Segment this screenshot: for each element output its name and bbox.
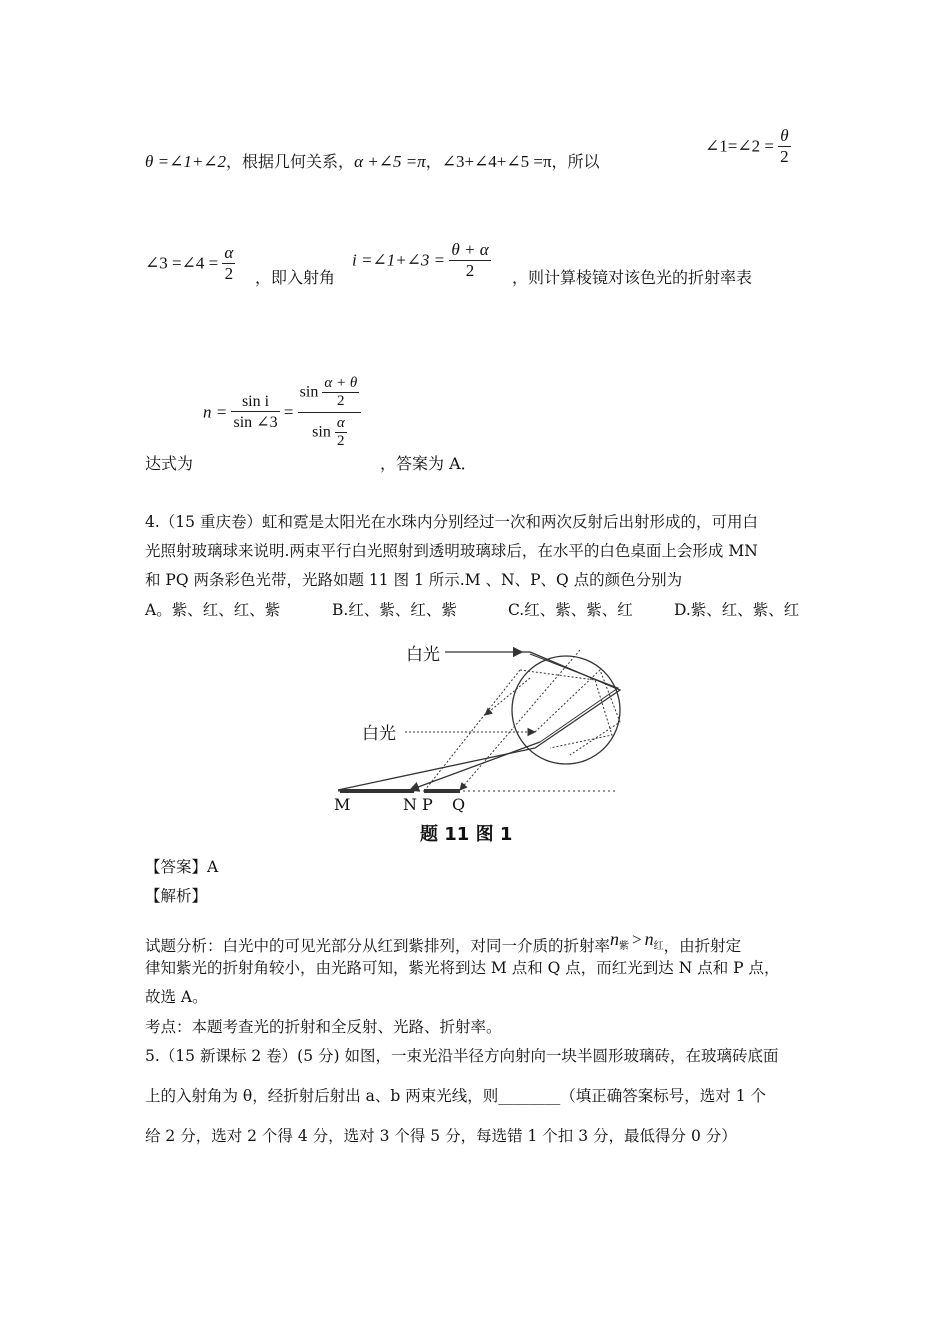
q5-line-2: 上的入射角为 θ，经折射后射出 a、b 两束光线，则________（填正确答案标号，选对 1 个 xyxy=(145,1087,766,1105)
math-angle1-left: ∠1=∠2 = xyxy=(705,136,774,156)
point-M: M xyxy=(334,795,351,814)
ray-to-Q xyxy=(460,650,580,790)
point-P: P xyxy=(422,795,433,814)
formula-refractive-index xyxy=(203,375,361,450)
text-refractive-index-expr: ，则计算棱镜对该色光的折射率表 xyxy=(512,268,753,287)
q4-option-a: A。紫、红、红、紫 xyxy=(145,601,281,619)
figure-caption: 题 11 图 1 xyxy=(420,824,513,845)
formula-sin-angle3: sin ∠3 xyxy=(233,414,278,431)
text-expression-is: 达式为 xyxy=(145,454,194,473)
figure-light-path xyxy=(330,630,630,850)
internal-ray-solid xyxy=(530,652,620,748)
label-white-light-mid: 白光 xyxy=(362,724,396,744)
greater-than: > xyxy=(632,930,642,949)
frac-den: 2 xyxy=(780,147,789,166)
analysis-text-a: 试题分析：白光中的可见光部分从红到紫排列，对同一介质的折射率 xyxy=(145,937,611,955)
subscript-red: 红 xyxy=(653,941,664,952)
text-answer-a: ，答案为 A． xyxy=(380,454,477,473)
math-theta-sum: θ =∠1+∠2 xyxy=(145,152,227,171)
frac-den: 2 xyxy=(337,393,345,409)
glass-sphere xyxy=(512,656,620,764)
q5-line-1: 5.（15 新课标 2 卷）(5 分) 如图，一束光沿半径方向射向一块半圆形玻璃砖，在玻璃砖底面 xyxy=(145,1047,779,1065)
n-symbol-purple: n xyxy=(610,929,620,949)
frac-num: θ xyxy=(778,126,791,147)
frac-num: α xyxy=(224,243,234,262)
frac-num: α + θ xyxy=(324,375,358,391)
q4-line-3: 和 PQ 两条彩色光带，光路如题 11 图 1 所示.M 、N、P、Q 点的颜色分别为 xyxy=(145,571,683,589)
q4-option-c: C.红、紫、紫、红 xyxy=(508,601,633,619)
math-angle1-eq-angle2 xyxy=(705,126,791,167)
q4-option-b: B.红、紫、红、紫 xyxy=(332,601,457,619)
ray-to-P xyxy=(425,670,520,790)
frac-den: 2 xyxy=(465,261,475,280)
text-comma: ， xyxy=(425,152,442,171)
ray-to-N xyxy=(410,742,540,790)
text-geometry: ，根据几何关系， xyxy=(226,152,355,171)
q4-analysis-line-2: 律知紫光的折射角较小，由光路可知，紫光将到达 M 点和 Q 点，而红光到达 N 点和 P 点， xyxy=(145,959,780,977)
point-Q: Q xyxy=(452,795,466,814)
q5-line-3: 给 2 分，选对 2 个得 4 分，选对 3 个得 5 分，每选错 1 个扣 3 分，最低得分 0 分） xyxy=(145,1127,737,1145)
math-angle-sum: ∠3+∠4+∠5 =π xyxy=(441,152,552,171)
frac-den: 2 xyxy=(337,433,345,449)
text-so: ，所以 xyxy=(551,152,600,171)
q4-answer: 【答案】A xyxy=(145,858,219,876)
derivation-line-1 xyxy=(145,152,600,172)
subscript-purple: 紫 xyxy=(619,941,630,952)
analysis-text-b: ，由折射定 xyxy=(663,937,742,955)
text-incidence-angle: ，即入射角 xyxy=(255,268,336,287)
formula-sin-i: sin i xyxy=(231,393,279,412)
frac-den: 2 xyxy=(224,264,234,283)
frac-num: θ + α xyxy=(451,240,489,259)
q4-kaodian: 考点：本题考查光的折射和全反射、光路、折射率。 xyxy=(145,1018,502,1036)
q4-option-d: D.紫、红、紫、红 xyxy=(674,601,800,619)
q4-line-2: 光照射玻璃球来说明.两束平行白光照射到透明玻璃球后，在水平的白色桌面上会形成 MN xyxy=(145,542,758,560)
frac-num: α xyxy=(336,415,345,431)
label-white-light-top: 白光 xyxy=(406,645,440,665)
math-angle3-eq-angle4 xyxy=(145,243,235,284)
point-N: N xyxy=(403,795,417,814)
math-angle3-left: ∠3 =∠4 = xyxy=(145,253,219,273)
q4-analysis-line-3: 故选 A。 xyxy=(145,988,208,1006)
q4-line-1: 4.（15 重庆卷）虹和霓是太阳光在水珠内分别经过一次和两次反射后出射形成的，可用白 xyxy=(145,513,758,531)
math-i-definition xyxy=(352,240,491,281)
formula-sin-top: sin xyxy=(299,383,319,401)
math-alpha-angle5: α +∠5 =π xyxy=(354,152,426,171)
math-i-left: i =∠1+∠3 = xyxy=(352,250,446,270)
n-symbol-red: n xyxy=(644,929,654,949)
formula-n: n = xyxy=(203,402,228,422)
formula-eq: = xyxy=(283,402,294,422)
q4-analysis-label: 【解析】 xyxy=(145,887,208,905)
formula-sin-bottom: sin xyxy=(312,423,331,441)
